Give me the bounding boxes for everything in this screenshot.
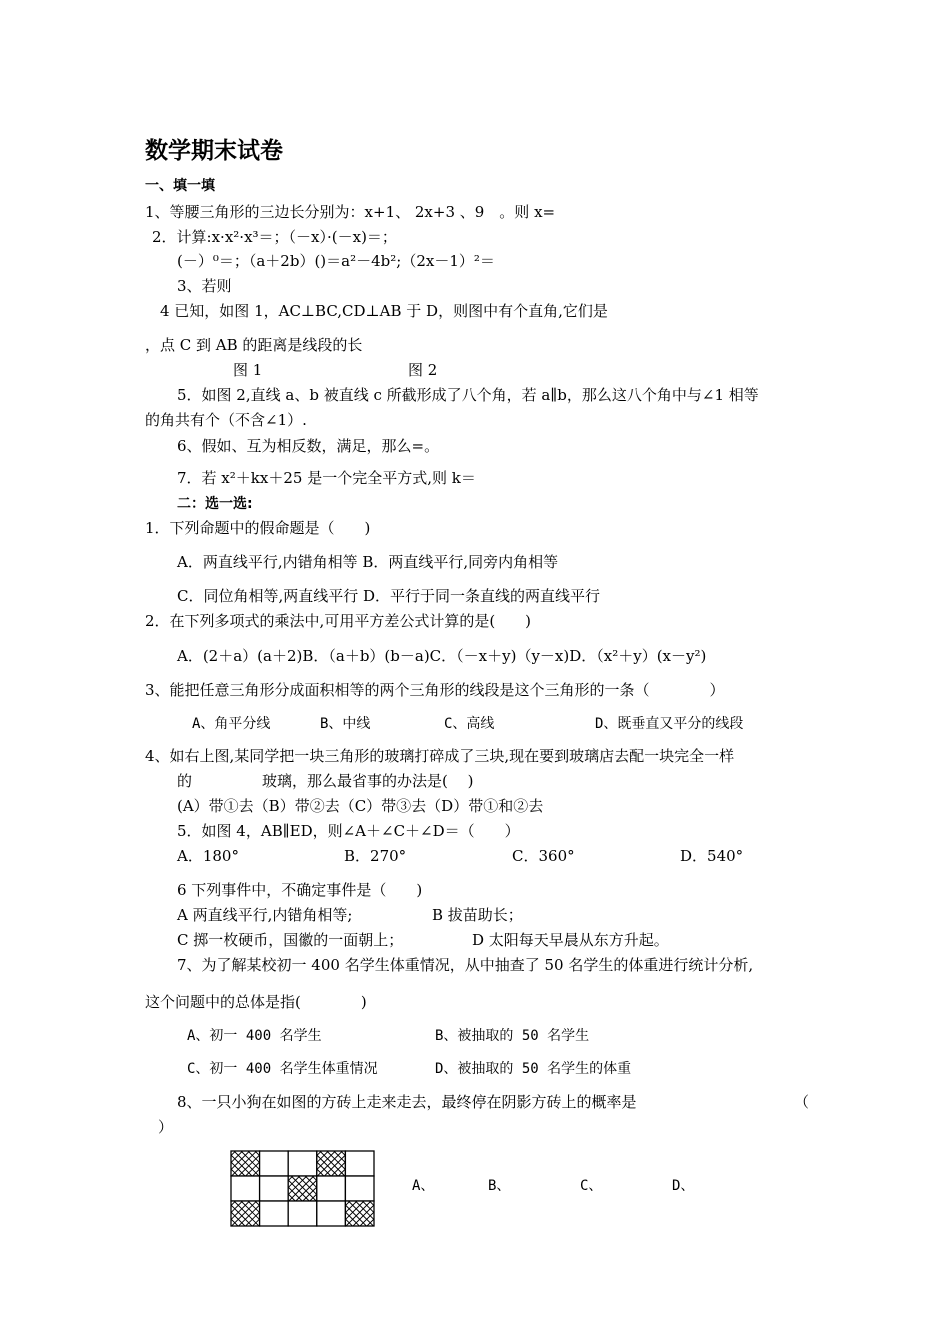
- s1-question-1: 1、等腰三角形的三边长分别为：x+1、 2x+3 、9 。则 x=: [145, 203, 556, 221]
- tile: [231, 1176, 260, 1201]
- s1-question-7: 7．若 x²＋kx＋25 是一个完全平方式,则 k＝: [177, 469, 476, 487]
- s2-question-5-option-b: B．270°: [344, 847, 407, 865]
- s2-question-1: 1．下列命题中的假命题是（ ): [145, 519, 371, 537]
- s2-question-7-option-c: C、初一 400 名学生体重情况: [187, 1061, 378, 1077]
- tile: [317, 1201, 346, 1226]
- figure-2-label: 图 2: [408, 361, 438, 379]
- s1-question-5-line2: 的角共有个（不含∠1）.: [145, 411, 307, 429]
- s2-question-8-paren-open: （: [794, 1093, 810, 1111]
- s2-question-7-option-d: D、被抽取的 50 名学生的体重: [435, 1061, 632, 1077]
- tile: [345, 1176, 374, 1201]
- s2-question-4-options: (A）带①去（B）带②去（C）带③去（D）带①和②去: [177, 797, 544, 815]
- s2-question-4-line1: 4、如右上图,某同学把一块三角形的玻璃打碎成了三块,现在要到玻璃店去配一块完全一样: [145, 747, 735, 765]
- s2-question-5-option-c: C．360°: [512, 847, 575, 865]
- s2-question-3-option-d: D、既垂直又平分的线段: [595, 716, 744, 732]
- s1-question-4-line1: 4 已知，如图 1，AC⊥BC,CD⊥AB 于 D，则图中有个直角,它们是: [160, 302, 608, 320]
- figure-1-label: 图 1: [233, 361, 263, 379]
- s2-question-6-option-a: A 两直线平行,内错角相等;: [177, 906, 353, 924]
- s2-question-2: 2．在下列多项式的乘法中,可用平方差公式计算的是( ): [145, 612, 532, 630]
- s2-question-6-option-d: D 太阳每天早晨从东方升起。: [472, 931, 669, 949]
- s2-question-3: 3、能把任意三角形分成面积相等的两个三角形的线段是这个三角形的一条（ ）: [145, 681, 725, 699]
- s2-question-1-options-cd: C．同位角相等,两直线平行 D．平行于同一条直线的两直线平行: [177, 587, 601, 605]
- tile: [288, 1201, 317, 1226]
- s1-question-4-line2: ，点 C 到 AB 的距离是线段的长: [145, 336, 363, 354]
- s1-question-5-line1: 5．如图 2,直线 a、b 被直线 c 所截形成了八个角，若 a∥b，那么这八个角中与∠1 相等: [177, 386, 759, 404]
- section2-heading: 二：选一选:: [177, 496, 253, 512]
- s2-question-8-paren-close: ）: [158, 1118, 174, 1136]
- s2-question-1-options-ab: A．两直线平行,内错角相等 B．两直线平行,同旁内角相等: [177, 553, 559, 571]
- s2-question-8-option-d: D、: [672, 1178, 695, 1194]
- s1-question-2-line2: (－）⁰＝；（a＋2b）()＝a²－4b²;（2x－1）²＝: [177, 252, 495, 270]
- s2-question-7-option-b: B、被抽取的 50 名学生: [435, 1028, 590, 1044]
- s2-question-5: 5．如图 4，AB∥ED，则∠A＋∠C＋∠D＝（ ）: [177, 822, 520, 840]
- s2-question-4-line2-start: 的: [177, 772, 193, 790]
- s2-question-3-option-b: B、中线: [320, 716, 371, 732]
- s2-question-6-option-c: C 掷一枚硬币，国徽的一面朝上；: [177, 931, 404, 949]
- s2-question-8-option-b: B、: [488, 1178, 511, 1194]
- s2-question-4-line2-end: 玻璃，那么最省事的办法是( ): [262, 772, 474, 790]
- tile-grid-figure: [230, 1150, 376, 1228]
- s2-question-7-line1: 7、为了解某校初一 400 名学生体重情况，从中抽查了 50 名学生的体重进行统计分析,: [177, 956, 754, 974]
- s2-question-5-option-a: A．180°: [177, 847, 239, 865]
- s2-question-8-option-c: C、: [580, 1178, 603, 1194]
- tile: [260, 1176, 289, 1201]
- s2-question-7-line2: 这个问题中的总体是指( ): [145, 993, 367, 1011]
- s2-question-7-option-a: A、初一 400 名学生: [187, 1028, 322, 1044]
- section1-heading: 一、填一填: [145, 178, 215, 194]
- s2-question-6: 6 下列事件中，不确定事件是（ ): [177, 881, 423, 899]
- tile: [288, 1151, 317, 1176]
- s2-question-3-option-c: C、高线: [444, 716, 495, 732]
- tile: [317, 1176, 346, 1201]
- s2-question-8-line1: 8、一只小狗在如图的方砖上走来走去，最终停在阴影方砖上的概率是: [177, 1093, 637, 1111]
- tile: [345, 1151, 374, 1176]
- s2-question-5-option-d: D．540°: [680, 847, 744, 865]
- s2-question-3-option-a: A、角平分线: [192, 716, 271, 732]
- s2-question-8-option-a: A、: [412, 1178, 435, 1194]
- tile: [260, 1201, 289, 1226]
- page-title: 数学期末试卷: [145, 138, 283, 164]
- s2-question-6-option-b: B 拔苗助长；: [432, 906, 523, 924]
- s1-question-2-line1: 2．计算:x·x²·x³＝；（－x）·(－x)＝；: [152, 228, 397, 246]
- tile: [260, 1151, 289, 1176]
- s2-question-2-options: A．(2＋a）(a＋2)B．（a＋b）(b－a)C．（－x＋y)（y－x)D．（x²＋y）(x－y²): [177, 647, 707, 665]
- s1-question-6: 6、假如、互为相反数，满足，那么=。: [177, 437, 440, 455]
- s1-question-3: 3、若则: [177, 277, 232, 295]
